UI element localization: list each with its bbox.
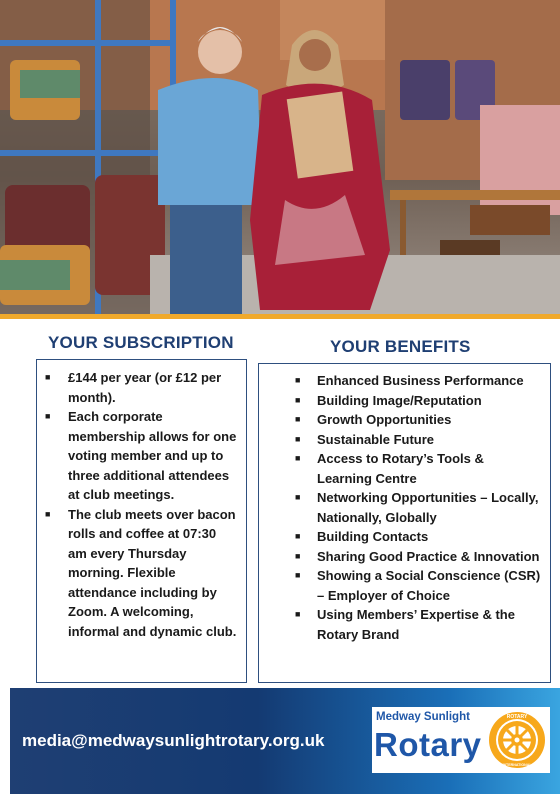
wheel-text-top: ROTARY — [506, 714, 528, 720]
email-link[interactable]: media@medwaysunlightrotary.org.uk — [22, 731, 325, 750]
list-item: ■ Sustainable Future — [275, 430, 542, 450]
logo-wordmark: Rotary — [374, 726, 482, 763]
list-item: ■ Showing a Social Conscience (CSR) – Employer of Choice — [295, 568, 541, 603]
bullet-icon: ■ — [295, 414, 301, 424]
subscription-heading: YOUR SUBSCRIPTION — [48, 333, 234, 352]
bullet-icon: ■ — [45, 411, 51, 421]
list-item: ■ Sharing Good Practice & Innovation — [275, 547, 542, 567]
hero-photo — [0, 0, 560, 318]
subscription-list — [43, 368, 238, 641]
wheel-text-bottom: INTERNATIONAL — [502, 763, 532, 767]
benefits-heading: YOUR BENEFITS — [330, 337, 471, 356]
benefits-list — [275, 371, 542, 644]
bullet-icon: ■ — [295, 531, 301, 541]
bullet-icon: ■ — [45, 508, 51, 519]
bullet-icon: ■ — [295, 550, 301, 561]
bullet-icon: ■ — [295, 570, 301, 580]
rotary-logo — [372, 707, 550, 773]
list-item: ■ Access to Rotary’s Tools & Learning Centre — [295, 451, 484, 486]
bullet-icon: ■ — [295, 394, 301, 405]
bullet-icon: ■ — [295, 453, 301, 463]
list-item: ■ Networking Opportunities – Locally, Nationally, Globally — [295, 490, 539, 525]
list-item: ■ Using Members’ Expertise & the Rotary Brand — [295, 607, 515, 642]
logo-club-name: Medway Sunlight — [376, 711, 470, 723]
subscription-box — [36, 359, 247, 683]
rotary-wheel-icon — [486, 709, 548, 771]
bullet-icon: ■ — [45, 372, 51, 382]
list-item: ■ Growth Opportunities — [275, 410, 542, 430]
list-item: ■ £144 per year (or £12 per month). — [45, 370, 222, 405]
benefits-box — [258, 363, 551, 683]
footer-banner — [10, 688, 560, 794]
bullet-icon: ■ — [295, 433, 301, 444]
accent-rule — [0, 314, 560, 319]
list-item: ■ Building Image/Reputation — [275, 391, 542, 411]
list-item: ■ Building Contacts — [275, 527, 542, 547]
list-item: ■ The club meets over bacon rolls and coffee at 07:30 am every Thursday morning. Flexible attendance including by Zoom. A welcoming, informal and dynamic club. — [45, 506, 237, 639]
bullet-icon: ■ — [295, 609, 301, 619]
list-item: ■ Enhanced Business Performance — [275, 371, 542, 391]
warehouse-scene-image — [0, 0, 560, 318]
list-item: ■ Each corporate membership allows for one voting member and up to three additional attendees at club meetings. — [45, 409, 237, 502]
bullet-icon: ■ — [295, 492, 301, 502]
bullet-icon: ■ — [295, 375, 301, 385]
